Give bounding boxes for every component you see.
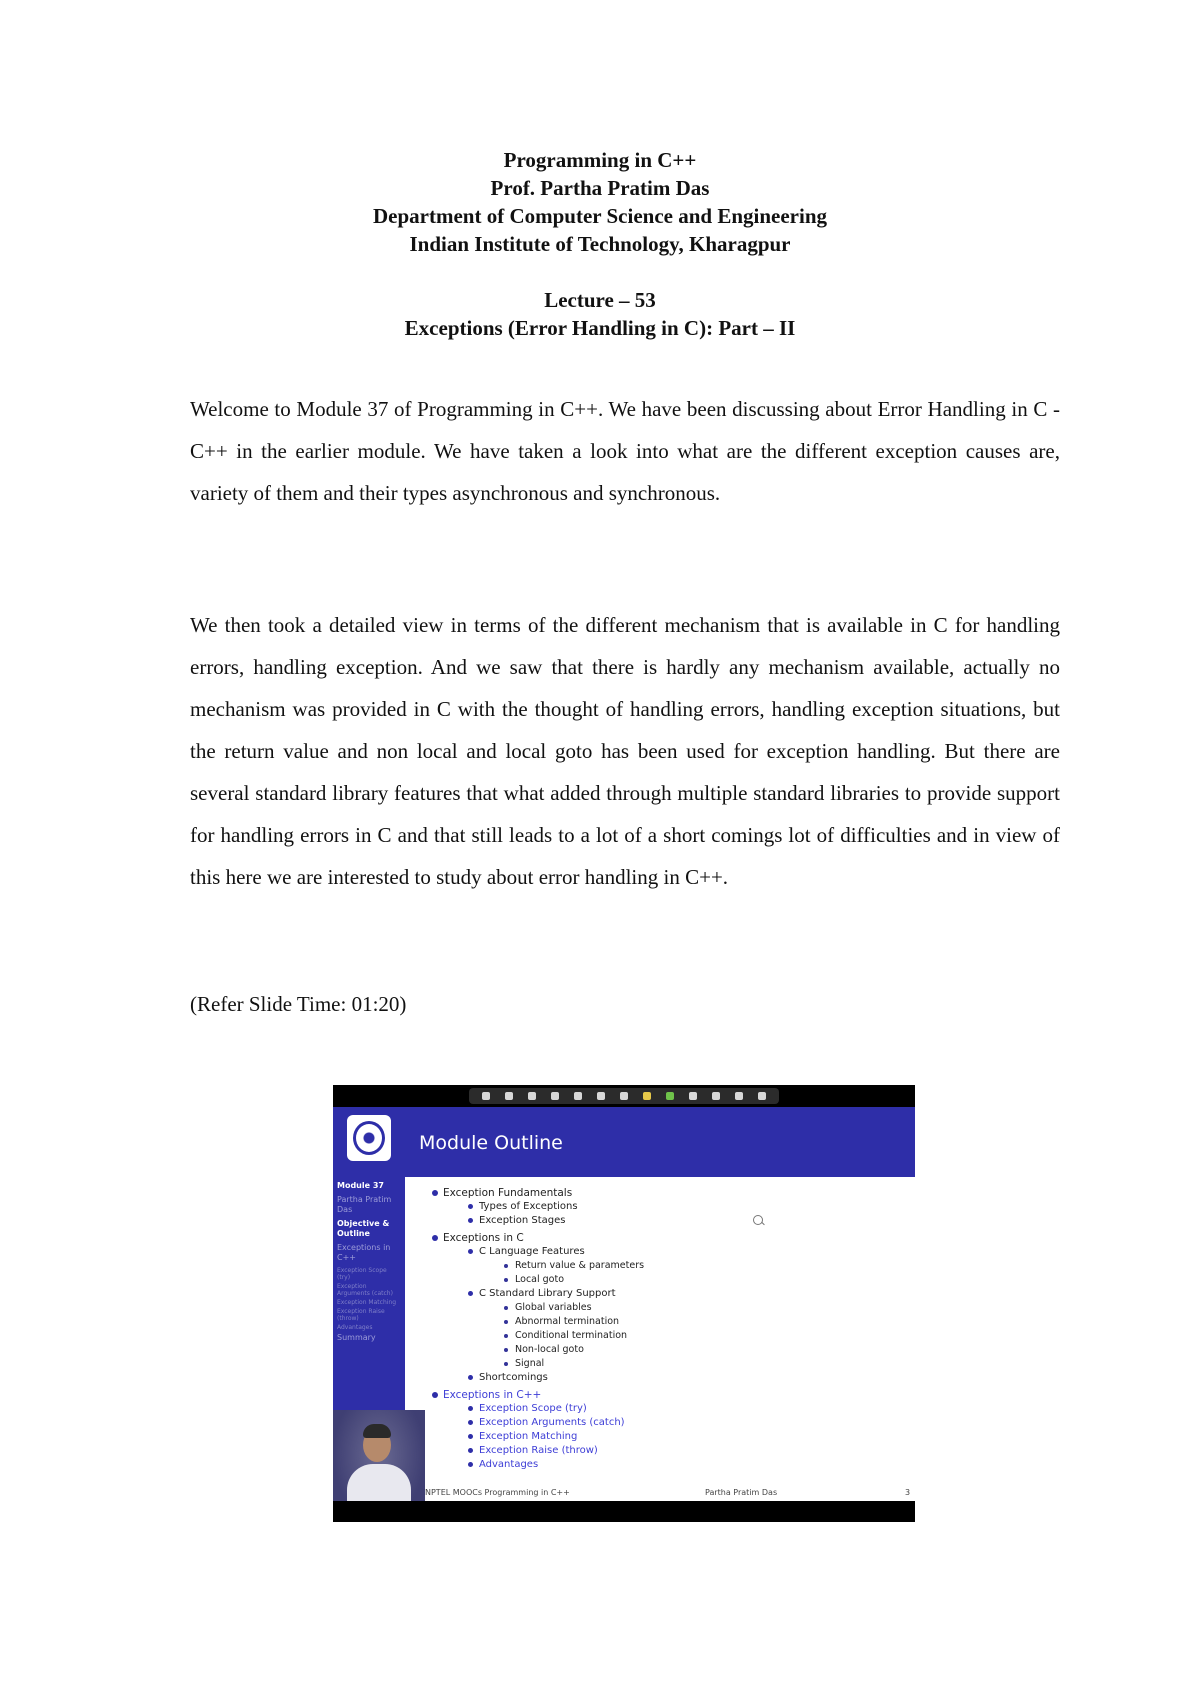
annotation-toolbar	[469, 1088, 779, 1104]
paragraph: Welcome to Module 37 of Programming in C++. We have been discussing about Error Handling in C - C++ in the earlier module. We have taken a look into what are the different exception causes are, variety of them and their types asynchronous and synchronous.	[190, 397, 1060, 505]
side-nav-exceptions-cpp: Exceptions in C++	[337, 1243, 391, 1262]
outline-item: Local goto	[443, 1273, 903, 1287]
outline-item: Signal	[443, 1357, 903, 1371]
professor-name: Prof. Partha Pratim Das	[490, 176, 710, 200]
text-icon	[597, 1092, 605, 1100]
arrow-icon	[551, 1092, 559, 1100]
outline-item: C Language Features	[443, 1245, 903, 1259]
course-title: Programming in C++	[503, 148, 697, 172]
outline-item: Types of Exceptions	[443, 1200, 903, 1214]
pen-icon	[505, 1092, 513, 1100]
lecture-number: Lecture – 53	[544, 288, 656, 312]
footer-author: Partha Pratim Das	[705, 1488, 778, 1497]
outline-item: Advantages	[443, 1458, 903, 1472]
side-nav-current: Objective & Outline	[337, 1219, 390, 1238]
slide-bottom-bar	[333, 1501, 915, 1522]
outline-item: Abnormal termination	[443, 1315, 903, 1329]
slide-top-bar	[333, 1085, 915, 1107]
clear-icon	[689, 1092, 697, 1100]
lecture-title: Exceptions (Error Handling in C): Part – II	[404, 316, 796, 340]
pointer-icon	[482, 1092, 490, 1100]
outline-item: Exceptions in C++	[443, 1388, 903, 1402]
outline-item: Conditional termination	[443, 1329, 903, 1343]
side-nav-scope: Exception Scope (try)	[337, 1267, 387, 1281]
outline-item: Exception Fundamentals	[443, 1186, 903, 1200]
side-nav-author: Partha Pratim Das	[337, 1195, 392, 1214]
footer-course: NPTEL MOOCs Programming in C++	[425, 1488, 570, 1497]
department-name: Department of Computer Science and Engineering	[373, 204, 827, 228]
outline-item: Return value & parameters	[443, 1259, 903, 1273]
slide-side-nav	[337, 1181, 401, 1347]
outline-item: Exception Arguments (catch)	[443, 1416, 903, 1430]
outline-item: Exception Raise (throw)	[443, 1444, 903, 1458]
lecture-header	[0, 286, 1200, 342]
side-nav-matching: Exception Matching	[337, 1299, 397, 1306]
outline-item: Exception Matching	[443, 1430, 903, 1444]
outline-item: Global variables	[443, 1301, 903, 1315]
outline-item: Shortcomings	[443, 1371, 903, 1385]
slide-time-reference: (Refer Slide Time: 01:20)	[190, 992, 407, 1016]
undo-icon	[712, 1092, 720, 1100]
marker-yellow-icon	[643, 1092, 651, 1100]
shape-icon	[620, 1092, 628, 1100]
side-nav-module: Module 37	[337, 1181, 384, 1190]
paragraph: We then took a detailed view in terms of the different mechanism that is available in C for handling errors, handling exception. And we saw that there is hardly any mechanism available, actually no mechanism was provided in C with the thought of handling errors, handling exception situations, but the return value and non local and local goto has been used for exception handling. But there are several standard library features that what added through multiple standard libraries to provide support for handling errors in C and that still leads to a lot of a short comings lot of difficulties and in view of this here we are interested to study about error handling in C++.	[190, 613, 1060, 889]
side-nav-summary: Summary	[337, 1333, 376, 1342]
side-nav-arguments: Exception Arguments (catch)	[337, 1283, 393, 1297]
outline-item: Exceptions in C	[443, 1231, 903, 1245]
document-header	[0, 146, 1200, 258]
marker-green-icon	[666, 1092, 674, 1100]
outline-item: C Standard Library Support	[443, 1287, 903, 1301]
highlighter-icon	[528, 1092, 536, 1100]
footer-page-number: 3	[905, 1488, 911, 1497]
module-outline	[443, 1183, 903, 1472]
institute-name: Indian Institute of Technology, Kharagpur	[409, 232, 791, 256]
outline-item: Exception Stages	[443, 1214, 903, 1228]
slide-footer	[425, 1485, 915, 1501]
side-nav-raise: Exception Raise (throw)	[337, 1308, 385, 1322]
eraser-icon	[574, 1092, 582, 1100]
iit-logo	[347, 1115, 391, 1161]
slide-screenshot	[333, 1085, 915, 1522]
outline-item: Non-local goto	[443, 1343, 903, 1357]
close-icon	[758, 1092, 766, 1100]
settings-icon	[735, 1092, 743, 1100]
slide-title: Module Outline	[419, 1132, 563, 1154]
outline-item: Exception Scope (try)	[443, 1402, 903, 1416]
side-nav-advantages: Advantages	[337, 1324, 373, 1331]
